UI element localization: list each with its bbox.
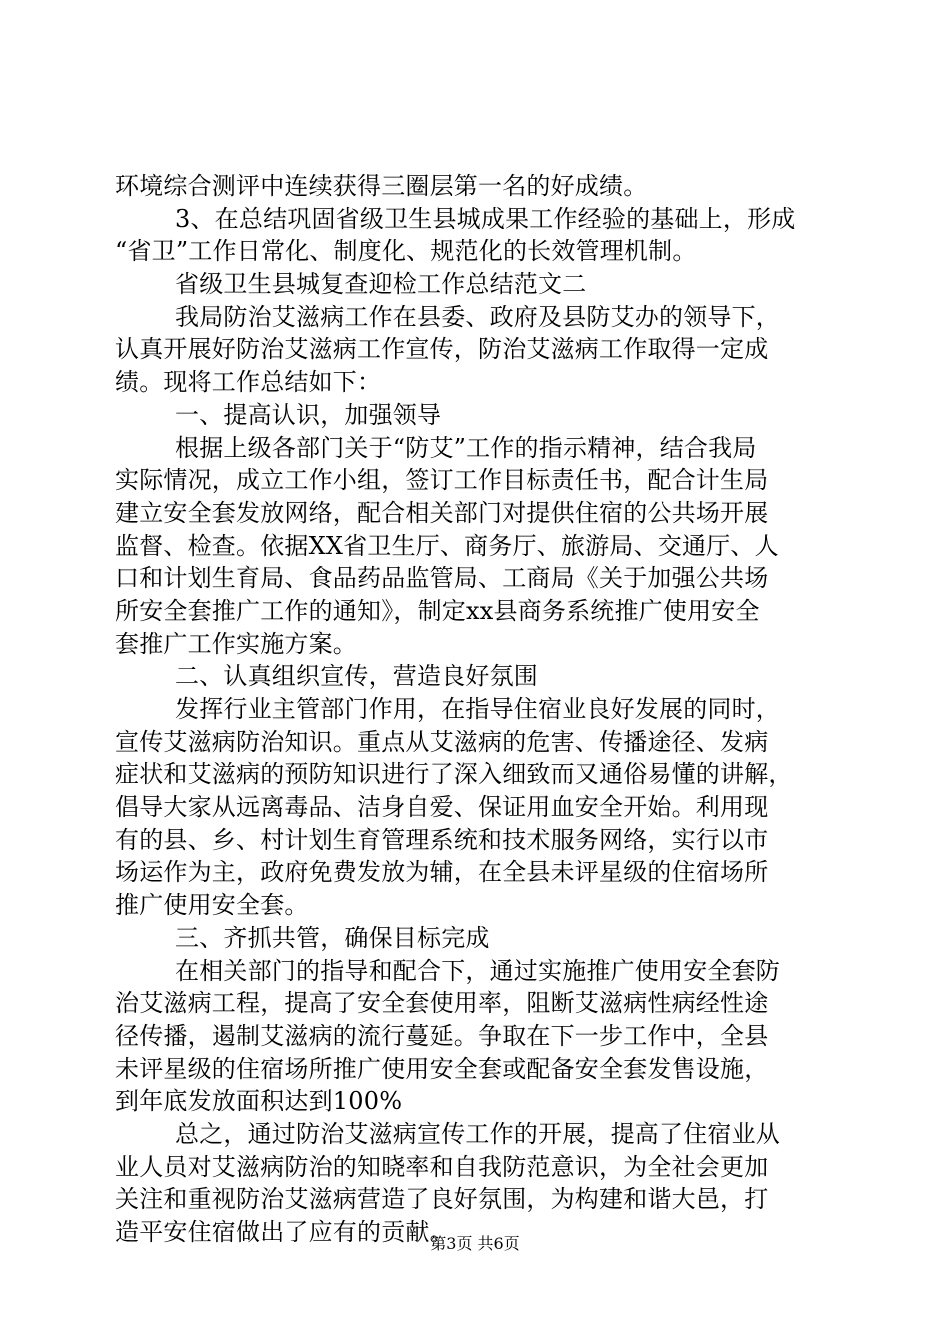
text-line: 未评星级的住宿场所推广使用安全套或配备安全套发售设施，	[115, 1054, 769, 1083]
text-line: 发挥行业主管部门作用，在指导住宿业良好发展的同时，	[175, 695, 780, 723]
text-line: 关注和重视防治艾滋病营造了良好氛围，为构建和谐大邑，打	[115, 1185, 769, 1214]
text-line: 3、在总结巩固省级卫生县城成果工作经验的基础上，形成	[175, 204, 796, 233]
text-line: 建立安全套发放网络，配合相关部门对提供住宿的公共场开展	[115, 498, 769, 527]
text-line: 径传播，遏制艾滋病的流行蔓延。争取在下一步工作中，全县	[115, 1021, 769, 1050]
page-footer: 第3页 共6页	[430, 1234, 520, 1253]
text-line: 绩。现将工作总结如下：	[115, 368, 382, 397]
text-line: 口和计划生育局、食品药品监管局、工商局《关于加强公共场	[115, 564, 769, 593]
text-line: 二、认真组织宣传，营造良好氛围	[175, 662, 538, 691]
text-line: 实际情况，成立工作小组，签订工作目标责任书，配合计生局	[115, 466, 769, 495]
text-line: 省级卫生县城复查迎检工作总结范文二	[175, 270, 587, 299]
text-line: 监督、检查。依据XX省卫生厅、商务厅、旅游局、交通厅、人	[115, 531, 779, 560]
text-line: 到年底发放面积达到100%	[115, 1087, 403, 1116]
text-line: 在相关部门的指导和配合下，通过实施推广使用安全套防	[175, 956, 780, 985]
text-line: 倡导大家从远离毒品、洁身自爱、保证用血安全开始。利用现	[115, 793, 769, 822]
text-line: 宣传艾滋病防治知识。重点从艾滋病的危害、传播途径、发病	[115, 727, 769, 756]
text-line: 治艾滋病工程，提高了安全套使用率，阻断艾滋病性病经性途	[115, 989, 769, 1018]
text-line: 环境综合测评中连续获得三圈层第一名的好成绩。	[115, 172, 648, 200]
text-line: 一、提高认识，加强领导	[175, 400, 442, 429]
text-line: 所安全套推广工作的通知》，制定xx县商务系统推广使用安全	[115, 596, 760, 625]
text-line: 总之，通过防治艾滋病宣传工作的开展，提高了住宿业从	[175, 1119, 780, 1148]
text-line: 三、齐抓共管，确保目标完成	[175, 923, 490, 952]
text-line: 根据上级各部门关于“防艾”工作的指示精神，结合我局	[175, 433, 757, 462]
text-line: 推广使用安全套。	[115, 891, 309, 920]
text-line: 症状和艾滋病的预防知识进行了深入细致而又通俗易懂的讲解，	[115, 760, 793, 789]
text-line: 场运作为主，政府免费发放为辅，在全县未评星级的住宿场所	[115, 858, 769, 887]
text-line: 造平安住宿做出了应有的贡献。	[115, 1218, 454, 1246]
text-line: 业人员对艾滋病防治的知晓率和自我防范意识，为全社会更加	[115, 1152, 769, 1181]
text-line: 认真开展好防治艾滋病工作宣传，防治艾滋病工作取得一定成	[115, 335, 769, 364]
text-line: “省卫”工作日常化、制度化、规范化的长效管理机制。	[115, 237, 697, 266]
document-body	[115, 170, 835, 1249]
text-line: 我局防治艾滋病工作在县委、政府及县防艾办的领导下，	[175, 302, 780, 331]
text-line: 有的县、乡、村计划生育管理系统和技术服务网络，实行以市	[115, 825, 769, 854]
text-line: 套推广工作实施方案。	[115, 629, 357, 658]
